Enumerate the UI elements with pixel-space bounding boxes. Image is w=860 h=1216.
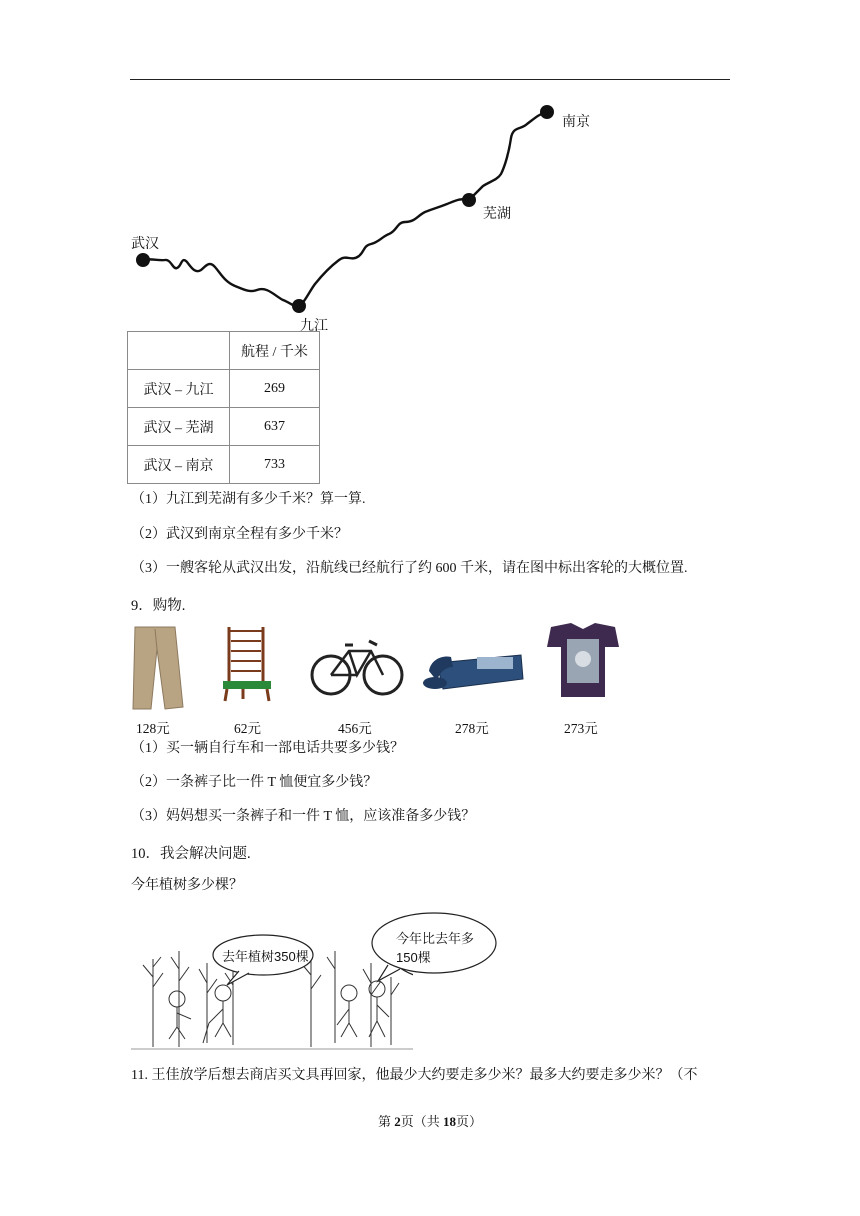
- q9-subquestion-1: （1）买一辆自行车和一部电话共要多少钱？: [131, 741, 404, 756]
- bubble-text-this-year-line2: 150棵: [396, 950, 431, 965]
- table-row: [128, 446, 320, 484]
- city-label-jiujiang: 九江: [300, 318, 328, 334]
- city-label-wuhan: 武汉: [131, 236, 159, 252]
- speech-bubble-right-shape: [368, 909, 502, 985]
- wuhan-dot: [136, 253, 150, 267]
- header-rule: [130, 79, 730, 80]
- bubble-text-this-year-line1: 今年比去年多: [396, 931, 475, 946]
- wuhu-dot: [462, 193, 476, 207]
- footer-suffix: 页）: [456, 1114, 483, 1129]
- bicycle-image: [312, 641, 402, 694]
- table-row: [128, 370, 320, 408]
- page-footer: [0, 1111, 860, 1130]
- q8-subquestion-1: （1）九江到芜湖有多少千米？算一算.: [131, 492, 366, 507]
- table-cell-route: 武汉 – 九江: [128, 370, 230, 408]
- jiujiang-dot: [292, 299, 306, 313]
- q9-subquestion-3: （3）妈妈想买一条裤子和一件 T 恤，应该准备多少钱？: [131, 809, 476, 824]
- table-row: [128, 408, 320, 446]
- q8-subquestion-2: （2）武汉到南京全程有多少千米？: [131, 527, 348, 542]
- telephone-image: [423, 655, 523, 689]
- shopping-items-image: [131, 619, 620, 735]
- tshirt-image: [547, 623, 619, 697]
- route-map: [125, 96, 605, 336]
- q9-subquestion-2: （2）一条裤子比一件 T 恤便宜多少钱？: [131, 775, 378, 790]
- q9-title: 9．购物.: [131, 598, 186, 614]
- city-label-nanjing: 南京: [562, 114, 590, 130]
- bubble-text-last-year: 去年植树350棵: [222, 949, 309, 964]
- footer-prefix: 第: [377, 1114, 395, 1129]
- table-header-cell: 航程 / 千米: [230, 332, 320, 370]
- price-tshirt: 273元: [564, 721, 598, 736]
- table-cell-distance: 733: [230, 446, 320, 484]
- chair-image: [223, 627, 271, 701]
- price-chair: 62元: [234, 721, 261, 736]
- q10-title: 10．我会解决问题.: [131, 846, 251, 862]
- footer-page-number: 2: [394, 1114, 401, 1129]
- price-pants: 128元: [136, 721, 170, 736]
- price-bicycle: 456元: [338, 721, 372, 736]
- table-cell-distance: 637: [230, 408, 320, 446]
- table-cell-route: 武汉 – 芜湖: [128, 408, 230, 446]
- q11-text: 11. 王佳放学后想去商店买文具再回家，他最少大约要走多少米？最多大约要走多少米？（不: [131, 1068, 698, 1083]
- nanjing-dot: [540, 105, 554, 119]
- footer-total-pages: 18: [443, 1114, 456, 1129]
- footer-middle: 页（共: [400, 1114, 443, 1129]
- city-label-wuhu: 芜湖: [483, 206, 511, 222]
- q8-subquestion-3: （3）一艘客轮从武汉出发，沿航线已经航行了约 600 千米，请在图中标出客轮的大概位置.: [131, 561, 688, 576]
- table-cell-distance: 269: [230, 370, 320, 408]
- q10-question: 今年植树多少棵？: [131, 878, 243, 893]
- route-distance-table: [127, 331, 320, 484]
- table-header-cell: [128, 332, 230, 370]
- price-telephone: 278元: [455, 721, 489, 736]
- table-cell-route: 武汉 – 南京: [128, 446, 230, 484]
- table-header-row: [128, 332, 320, 370]
- pants-image: [133, 627, 183, 709]
